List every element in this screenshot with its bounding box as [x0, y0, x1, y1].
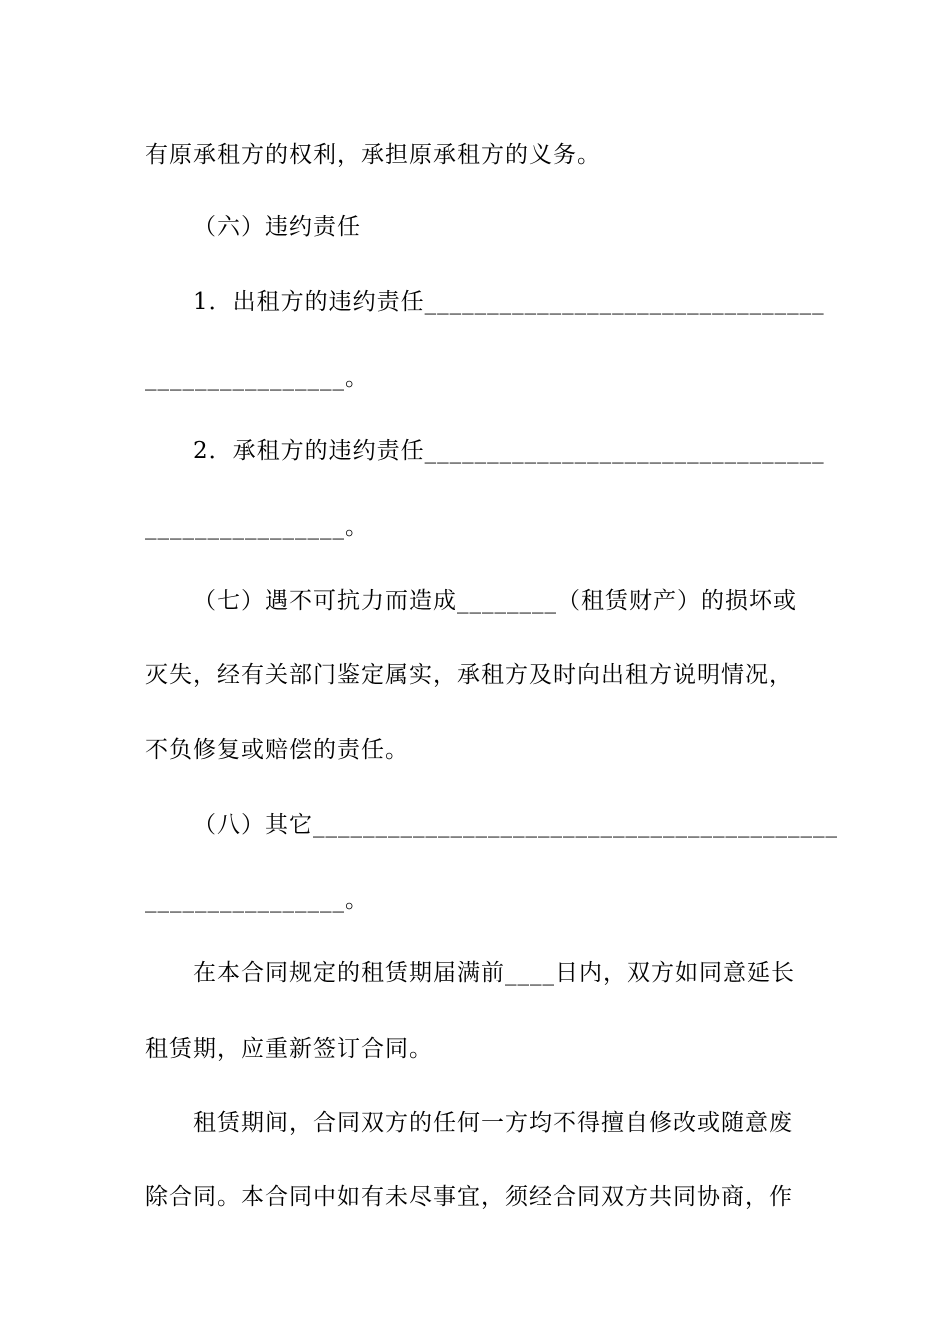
section-other: （八）其它__________________________________________ [193, 812, 838, 838]
paragraph-modification: 租赁期间，合同双方的任何一方均不得擅自修改或随意废 [193, 1110, 793, 1136]
clause-lessor-liability: 1．出租方的违约责任________________________________ [193, 289, 825, 315]
clause-lessee-liability: 2．承租方的违约责任________________________________ [193, 438, 825, 464]
paragraph-line: 不负修复或赔偿的责任。 [145, 737, 409, 763]
paragraph-line: 租赁期，应重新签订合同。 [145, 1036, 433, 1062]
blank-line: ________________。 [145, 887, 369, 913]
paragraph-line: 有原承租方的权利，承担原承租方的义务。 [145, 142, 601, 168]
blank-line: ________________。 [145, 365, 369, 391]
paragraph-renewal: 在本合同规定的租赁期届满前____日内，双方如同意延长 [193, 960, 795, 986]
section-force-majeure: （七）遇不可抗力而造成________（租赁财产）的损坏或 [193, 588, 797, 614]
paragraph-line: 灭失，经有关部门鉴定属实，承租方及时向出租方说明情况， [145, 662, 793, 688]
section-heading-breach: （六）违约责任 [193, 214, 361, 240]
blank-line: ________________。 [145, 514, 369, 540]
paragraph-line: 除合同。本合同中如有未尽事宜，须经合同双方共同协商，作 [145, 1184, 793, 1210]
